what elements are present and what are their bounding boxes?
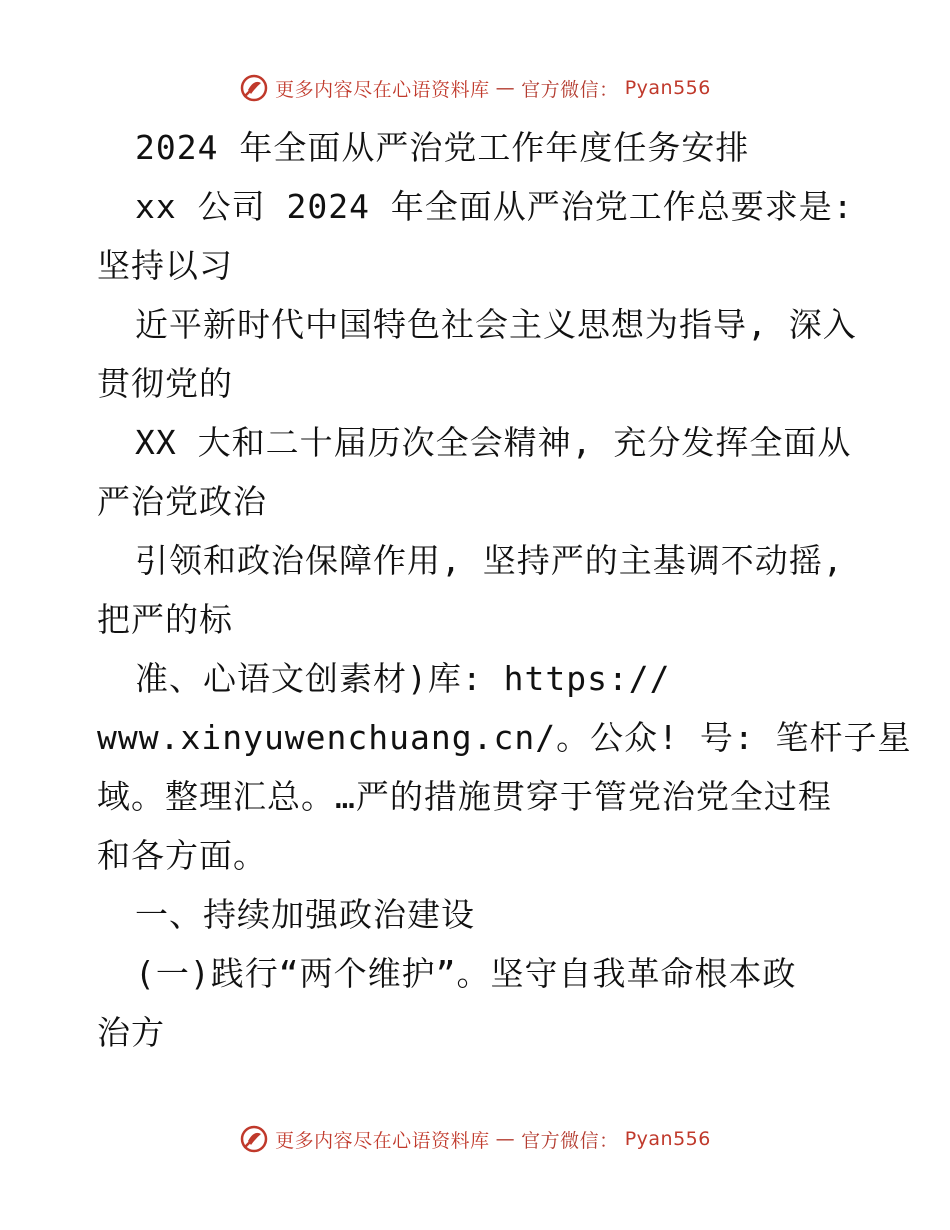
watermark-separator: — — [495, 1128, 516, 1150]
paragraph-line: 坚持以习 — [97, 246, 233, 285]
document-title: 2024 年全面从严治党工作年度任务安排 — [135, 128, 750, 167]
paragraph-line: 治方 — [97, 1013, 165, 1052]
subsection-heading: (一)践行“两个维护”。坚守自我革命根本政 — [135, 954, 797, 993]
header-watermark — [0, 73, 950, 103]
paragraph-line: 近平新时代中国特色社会主义思想为指导, 深入 — [135, 305, 857, 344]
watermark-id: Pyan556 — [624, 77, 711, 99]
footer-watermark — [0, 1124, 950, 1154]
logo-icon — [239, 73, 269, 103]
paragraph-line: 引领和政治保障作用, 坚持严的主基调不动摇, — [135, 541, 844, 580]
paragraph-line: XX 大和二十届历次全会精神, 充分发挥全面从 — [135, 423, 852, 462]
logo-icon — [239, 1124, 269, 1154]
paragraph-line: xx 公司 2024 年全面从严治党工作总要求是: — [135, 187, 854, 226]
watermark-label: 官方微信： — [521, 1129, 619, 1152]
section-heading: 一、持续加强政治建设 — [135, 895, 475, 934]
paragraph-line: 准、心语文创素材)库: https:// — [135, 659, 671, 698]
paragraph-line: 和各方面。 — [97, 836, 267, 875]
document-body — [97, 118, 912, 1062]
watermark-text: 更多内容尽在心语资料库 — [275, 78, 490, 101]
paragraph-line: 严治党政治 — [97, 482, 267, 521]
watermark-id: Pyan556 — [624, 1128, 711, 1150]
paragraph-line: 把严的标 — [97, 600, 233, 639]
watermark-text: 更多内容尽在心语资料库 — [275, 1129, 490, 1152]
paragraph-line: 域。整理汇总。…严的措施贯穿于管党治党全过程 — [97, 777, 832, 816]
paragraph-line: 贯彻党的 — [97, 364, 233, 403]
watermark-separator: — — [495, 77, 516, 99]
watermark-label: 官方微信： — [521, 78, 619, 101]
paragraph-line: www.xinyuwenchuang.cn/。公众! 号: 笔杆子星 — [97, 718, 912, 757]
